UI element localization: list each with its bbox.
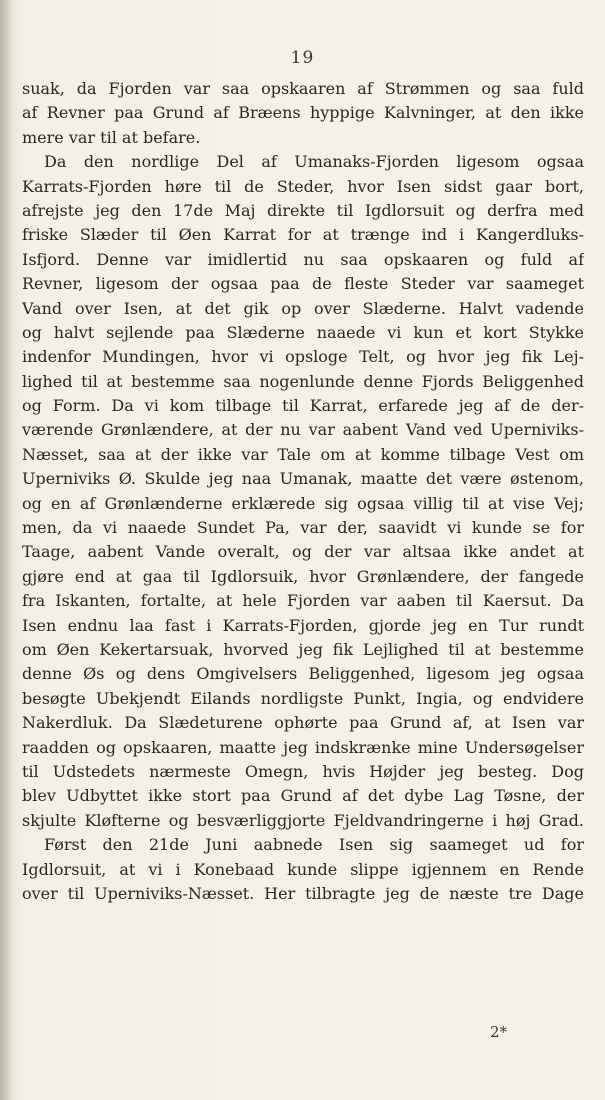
text-line: raadden og opskaaren, maatte jeg indskrænke mine Undersøgelser <box>22 737 584 757</box>
text-line: Revner, ligesom der ogsaa paa de fleste Steder var saameget <box>22 274 584 294</box>
text-line: Karrats-Fjorden høre til de Steder, hvor Isen sidst gaar bort, <box>22 176 584 196</box>
text-line: fra Iskanten, fortalte, at hele Fjorden var aaben til Kaersut. Da <box>22 591 584 611</box>
text-line: og Form. Da vi kom tilbage til Karrat, erfarede jeg af de der- <box>22 396 584 416</box>
text-line: om Øen Kekertarsuak, hvorved jeg fik Lejlighed til at bestemme <box>22 639 584 659</box>
text-line: afrejste jeg den 17de Maj direkte til Igdlorsuit og derfra med <box>22 200 584 220</box>
text-line: Næsset, saa at der ikke var Tale om at komme tilbage Vest om <box>22 444 584 464</box>
text-line: Igdlorsuit, at vi i Konebaad kunde slippe igjennem en Rende <box>22 859 584 879</box>
text-line: Nakerdluk. Da Slædeturene ophørte paa Grund af, at Isen var <box>22 713 584 733</box>
printer-signature-mark: 2* <box>490 1023 508 1041</box>
text-line: og halvt sejlende paa Slæderne naaede vi kun et kort Stykke <box>22 322 584 342</box>
text-line: indenfor Mundingen, hvor vi opsloge Telt, og hvor jeg fik Lej- <box>22 347 584 367</box>
text-line: lighed til at bestemme saa nogenlunde denne Fjords Beliggenhed <box>22 371 584 391</box>
text-line: denne Øs og dens Omgivelsers Beliggenhed, ligesom jeg ogsaa <box>22 664 584 684</box>
text-line: Isen endnu laa fast i Karrats-Fjorden, gjorde jeg en Tur rundt <box>22 615 584 635</box>
page-number: 19 <box>290 48 315 68</box>
text-line: skjulte Kløfterne og besværliggjorte Fjeldvandringerne i høj Grad. <box>22 810 584 830</box>
text-line: Taage, aabent Vande overalt, og der var altsaa ikke andet at <box>22 542 584 562</box>
text-line: blev Udbyttet ikke stort paa Grund af det dybe Lag Tøsne, der <box>22 786 584 806</box>
body-text <box>22 77 584 906</box>
text-line: og en af Grønlænderne erklærede sig ogsaa villig til at vise Vej; <box>22 493 584 513</box>
text-line: til Udstedets nærmeste Omegn, hvis Højder jeg besteg. Dog <box>22 761 584 781</box>
text-line: friske Slæder til Øen Karrat for at trænge ind i Kangerdluks- <box>22 225 584 245</box>
text-line: Isfjord. Denne var imidlertid nu saa opskaaren og fuld af <box>22 249 584 269</box>
text-line: besøgte Ubekjendt Eilands nordligste Punkt, Ingia, og endvidere <box>22 688 584 708</box>
text-line: mere var til at befare. <box>22 127 201 147</box>
text-line: værende Grønlændere, at der nu var aabent Vand ved Uperniviks- <box>22 420 584 440</box>
text-line: suak, da Fjorden var saa opskaaren af Strømmen og saa fuld <box>22 79 584 98</box>
text-line: Vand over Isen, at det gik op over Slæderne. Halvt vadende <box>22 298 584 318</box>
text-line: Uperniviks Ø. Skulde jeg naa Umanak, maatte det være østenom, <box>22 469 584 489</box>
page-gutter-shadow <box>0 0 14 1100</box>
text-line: gjøre end at gaa til Igdlorsuik, hvor Grønlændere, der fangede <box>22 566 584 586</box>
text-line: over til Uperniviks-Næsset. Her tilbragte jeg de næste tre Dage <box>22 883 584 903</box>
text-line: af Revner paa Grund af Bræens hyppige Kalvninger, at den ikke <box>22 103 584 123</box>
text-line: men, da vi naaede Sundet Pa, var der, saavidt vi kunde se for <box>22 518 584 538</box>
text-line: Først den 21de Juni aabnede Isen sig saameget ud for <box>44 835 584 855</box>
text-line: Da den nordlige Del af Umanaks-Fjorden ligesom ogsaa <box>44 152 584 172</box>
